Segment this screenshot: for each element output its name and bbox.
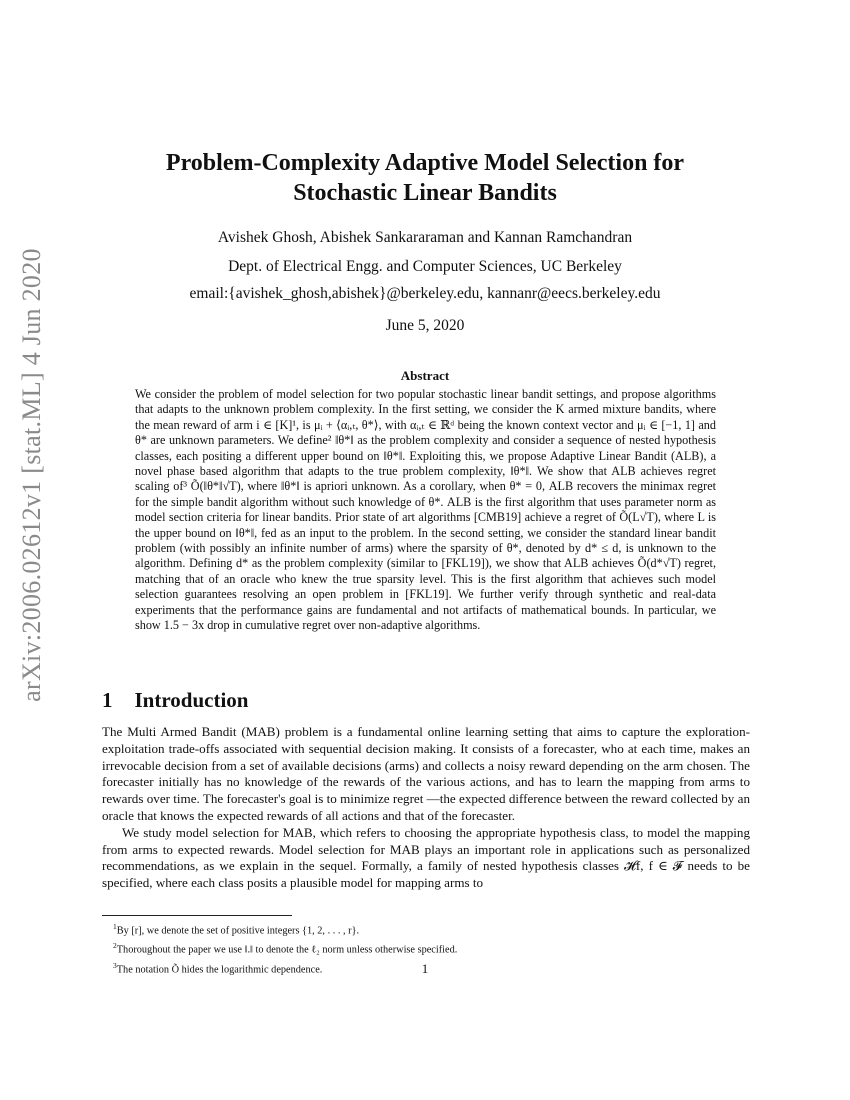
title-line-1: Problem-Complexity Adaptive Model Selection for: [165, 150, 685, 176]
section-number: 1: [102, 688, 113, 712]
title-line-2: Stochastic Linear Bandits: [293, 180, 557, 206]
author-emails: email:{avishek_ghosh,abishek}@berkeley.edu, kannanr@eecs.berkeley.edu: [189, 285, 661, 302]
abstract-text: We consider the problem of model selection for two popular stochastic linear bandit settings, and propose algorithms that adapts to the unknown problem complexity. In the first setting, we consider the K armed mixture bandits, where the mean reward of arm i ∈ [K]¹, is μᵢ + ⟨αᵢ,ₜ, θ*⟩, with αᵢ,ₜ ∈ ℝᵈ being the known context vector and μᵢ ∈ [−1, 1] and θ* are unknown parameters. We define² ‖θ*‖ as the problem complexity and consider a sequence of nested hypothesis classes, each positing a different upper bound on ‖θ*‖. Exploiting this, we propose Adaptive Linear Bandit (ALB), a novel phase based algorithm that adapts to the true problem complexity, ‖θ*‖. We show that ALB achieves regret scaling of³ Õ(‖θ*‖√T), where ‖θ*‖ is apriori unknown. As a corollary, when θ* = 0, ALB recovers the minimax regret for the simple bandit algorithm without such knowledge of θ*. ALB is the first algorithm that uses parameter norm as model section criteria for linear bandits. Prior state of art algorithms [CMB19] achieve a regret of Õ(L√T), where L is the upper bound on ‖θ*‖, fed as an input to the problem. In the second setting, we consider the standard linear bandit problem (with possibly an infinite number of arms) where the sparsity of θ*, denoted by d* ≤ d, is unknown to the algorithm. Defining d* as the problem complexity (similar to [FKL19]), we show that ALB achieves Õ(d*√T) regret, matching that of an oracle who knew the true sparsity level. This is the first algorithm that achieves such model selection guarantees resolving an open problem in [FKL19]. We further verify through synthetic and real-data experiments that the performance gains are fundamental and not artifacts of mathematical bounds. In particular, we show 1.5 − 3x drop in cumulative regret over non-adaptive algorithms.: [135, 387, 716, 633]
footnote-mark: 1: [113, 922, 117, 931]
intro-paragraph-1: The Multi Armed Bandit (MAB) problem is a fundamental online learning setting that aims to capture the exploration-exploitation trade-offs associated with sequential decision making. It consists of a forecaster, who at each time, makes an irrevocable decision from a set of available decisions (arms) and collects a noisy reward depending on the arm chosen. The forecaster initially has no knowledge of the rewards of the various actions, and has to learn the mapping from arms to rewards over time. The forecaster's goal is to minimize regret —the expected difference between the reward collected by an oracle that knows the expected rewards of all actions and that of the forecaster.: [102, 724, 750, 823]
paper-date: June 5, 2020: [385, 317, 465, 334]
footnote-text: Thoroughout the paper we use ‖.‖ to denote the ℓ₂ norm unless otherwise specified.: [116, 944, 458, 956]
footnote-text: The notation Õ hides the logarithmic dependence.: [116, 964, 323, 976]
footnote-2: [113, 938, 457, 957]
introduction-body: [102, 724, 750, 892]
arxiv-sidebar: [2, 248, 62, 702]
footnote-mark: 2: [113, 941, 117, 951]
page-number: 1: [421, 961, 429, 976]
abstract-body: [135, 387, 716, 634]
footnote-text: By [r], we denote the set of positive integers {1, 2, . . . , r}.: [116, 925, 360, 937]
author-list: Avishek Ghosh, Abishek Sankararaman and Kannan Ramchandran: [217, 229, 633, 246]
footnote-rule: [102, 915, 292, 916]
paper-title: [100, 148, 750, 208]
footnote-mark: 3: [113, 960, 117, 970]
footnote-1: [113, 919, 457, 938]
abstract-heading: Abstract: [400, 368, 450, 383]
intro-paragraph-2: We study model selection for MAB, which refers to choosing the appropriate hypothesis class, to model the mapping from arms to expected rewards. Model selection for MAB plays an important role in applications such as personalized recommendations, as we explain in the sequel. Formally, a family of nested hypothesis classes 𝓗f, f ∈ 𝓕 needs to be specified, where each class posits a plausible model for mapping arms to: [102, 824, 750, 891]
arxiv-identifier: arXiv:2006.02612v1 [stat.ML] 4 Jun 2020: [17, 248, 46, 702]
affiliation: Dept. of Electrical Engg. and Computer Sciences, UC Berkeley: [228, 258, 622, 275]
section-heading: [102, 688, 248, 713]
section-title: Introduction: [134, 688, 249, 712]
